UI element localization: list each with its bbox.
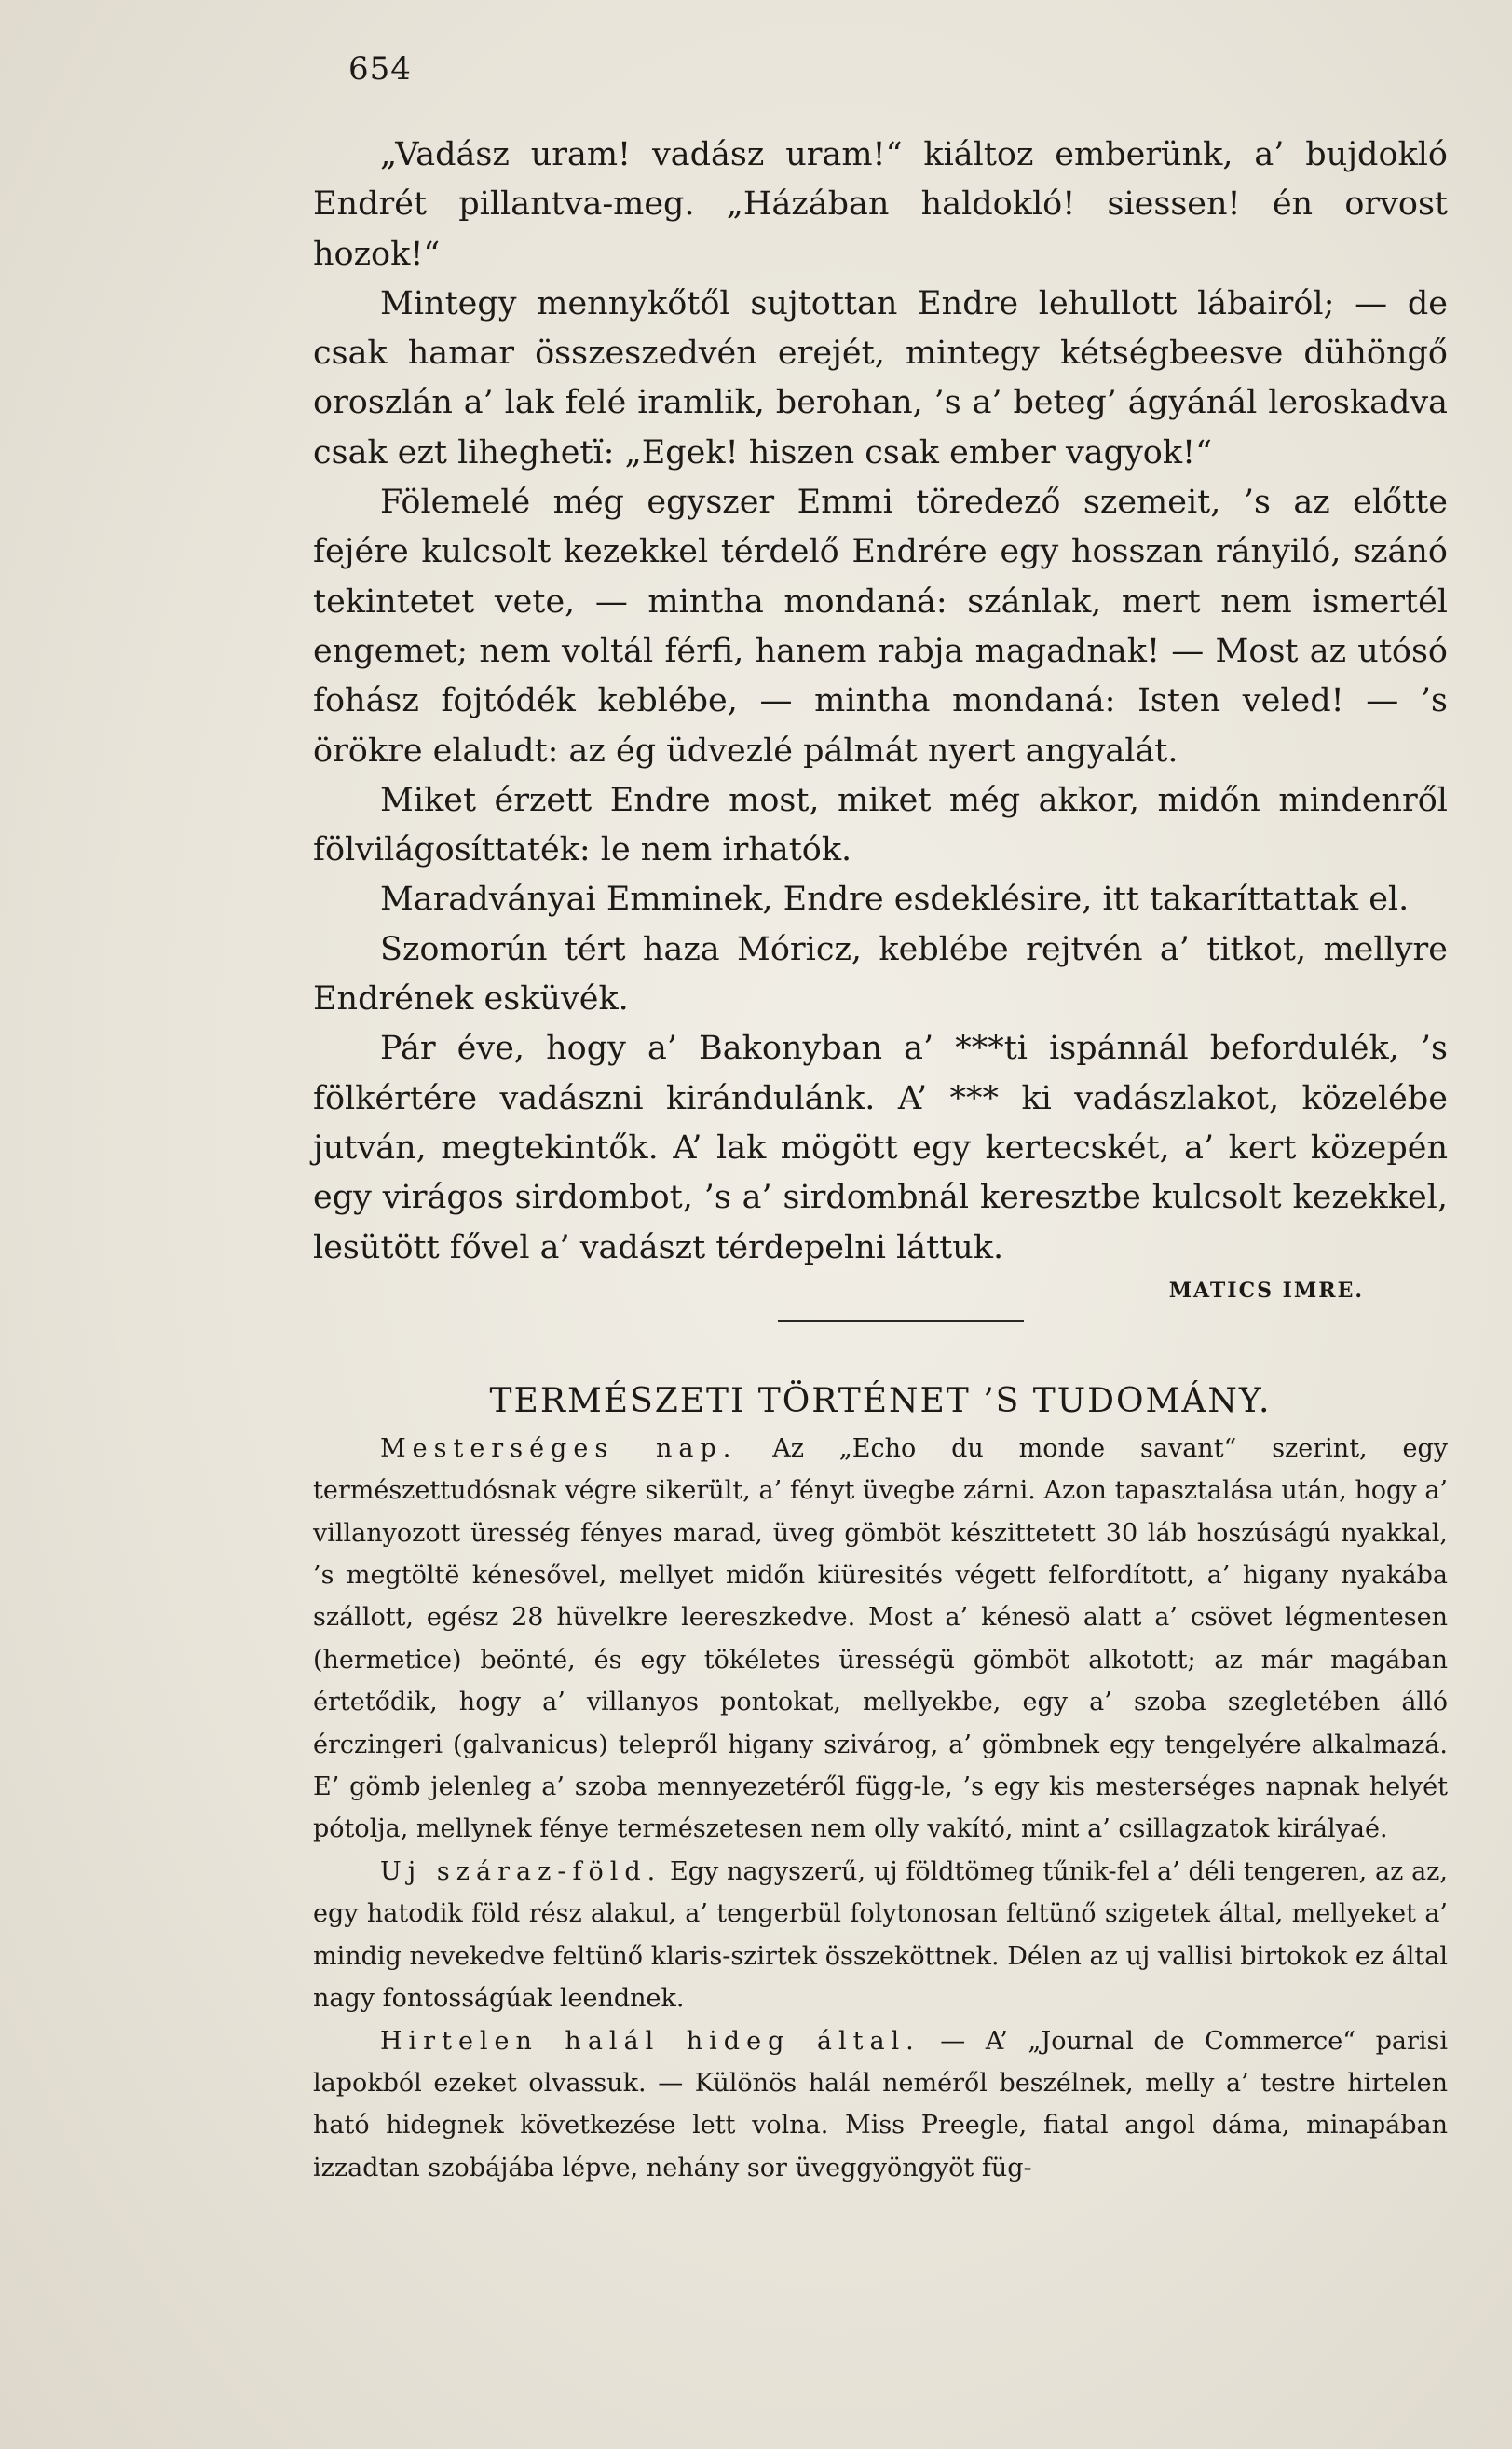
news-item-text: — A’ „Journal de Commerce“ parisi lapokból ezeket olvassuk. — Különös halál neméről beszélnek, melly a’ testre hirtelen ható hidegnek következése lett volna. Miss Preegle, fiatal angol dáma, minapában izzadtan szobájába lépve, nehány sor üveggyöngyöt füg- (313, 2026, 1448, 2182)
story-paragraph: „Vadász uram! vadász uram!“ kiáltoz emberünk, a’ bujdokló Endrét pillantva-meg. „Házában haldokló! siessen! én orvost hozok!“ (313, 136, 1448, 273)
news-item-title: Mesterséges nap. (380, 1433, 738, 1463)
story-paragraph: Szomorún tért haza Móricz, keblébe rejtvén a’ titkot, mellyre Endrének esküvék. (313, 930, 1448, 1019)
science-news (313, 1428, 1448, 2189)
author-signature: MATICS IMRE. (1168, 1278, 1364, 1303)
story-paragraph: Pár éve, hogy a’ Bakonyban a’ ***ti ispánnál befordulék, ’s fölkértére vadászni kirándulánk. A’ *** ki vadászlakot, közelébe jutván, megtekintők. A’ lak mögött egy kertecskét, a’ kert közepén egy virágos sirdombot, ’s a’ sirdombnál keresztbe kulcsolt kezekkel, lesütött fővel a’ vadászt térdepelni láttuk. (313, 1030, 1448, 1266)
section-heading: TERMÉSZETI TÖRTÉNET ’S TUDOMÁNY. (489, 1381, 1272, 1420)
news-item (313, 1851, 1448, 2020)
story-paragraph: Mintegy mennykőtől sujtottan Endre lehullott lábairól; — de csak hamar összeszedvén erejét, mintegy kétségbeesve dühöngő oroszlán a’ lak felé iramlik, berohan, ’s a’ beteg’ ágyánál leroskadva csak ezt liheghetï: „Egek! hiszen csak ember vagyok!“ (313, 284, 1448, 472)
news-item-text: Egy nagyszerű, uj földtömeg tűnik-fel a’ déli tengeren, az az, egy hatodik föld rész alakul, a’ tengerbül folytonosan feltünő szigetek által, mellyeket a’ mindig nevekedve feltünő klaris-szirtek összeköttnek. Délen az uj vallisi birtokok ez által nagy fontosságúak leendnek. (313, 1856, 1448, 2014)
news-item-title: Hirtelen halál hideg által. (380, 2026, 920, 2056)
page-content (313, 130, 1448, 2189)
news-item-title: Uj száraz-föld. (380, 1856, 662, 1886)
news-item (313, 1428, 1448, 1851)
story-paragraph: Maradványai Emminek, Endre esdeklésire, itt takaríttattak el. (380, 881, 1410, 919)
news-item-text: Az „Echo du monde savant“ szerint, egy természettudósnak végre sikerült, a’ fényt üvegbe zárni. Azon tapasztalása után, hogy a’ villanyozott üresség fényes marad, üveg gömböt készittetett 30 láb hoszúságú nyakkal, ’s megtöltë kénesővel, mellyet midőn kiüresités végett felfordított, a’ higany nyakába szállott, egész 28 hüvelkre leereszkedve. Most a’ kénesö alatt a’ csövet légmentesen (hermetice) beönté, és egy tökéletes ürességü gömböt alkotott; az már magában értetődik, hogy a’ villanyos pontokat, mellyekbe, egy a’ szoba szegletében álló érczingeri (galvanicus) telepről higany szivárog, a’ gömbnek egy tengelyére alkalmazá. E’ gömb jelenleg a’ szoba mennyezetéről függ-le, ’s egy kis mesterséges napnak helyét pótolja, mellynek fénye természetesen nem olly vakító, mint a’ csillagzatok királyaé. (313, 1433, 1448, 1844)
story-paragraph: Miket érzett Endre most, miket még akkor, midőn mindenről fölvilágosíttaték: le nem irhatók. (313, 781, 1448, 869)
story-paragraph: Fölemelé még egyszer Emmi töredező szemeit, ’s az előtte fejére kulcsolt kezekkel térdelő Endrére egy hosszan rányiló, szánó tekintetet vete, — mintha mondaná: szánlak, mert nem ismertél engemet; nem voltál férfi, hanem rabja magadnak! — Most az utósó fohász fojtódék keblébe, — mintha mondaná: Isten veled! — ’s örökre elaludt: az ég üdvezlé pálmát nyert angyalát. (313, 484, 1448, 770)
story-text (313, 130, 1448, 1273)
news-item (313, 2020, 1448, 2190)
section-divider (778, 1320, 1024, 1322)
page-number: 654 (348, 50, 412, 88)
